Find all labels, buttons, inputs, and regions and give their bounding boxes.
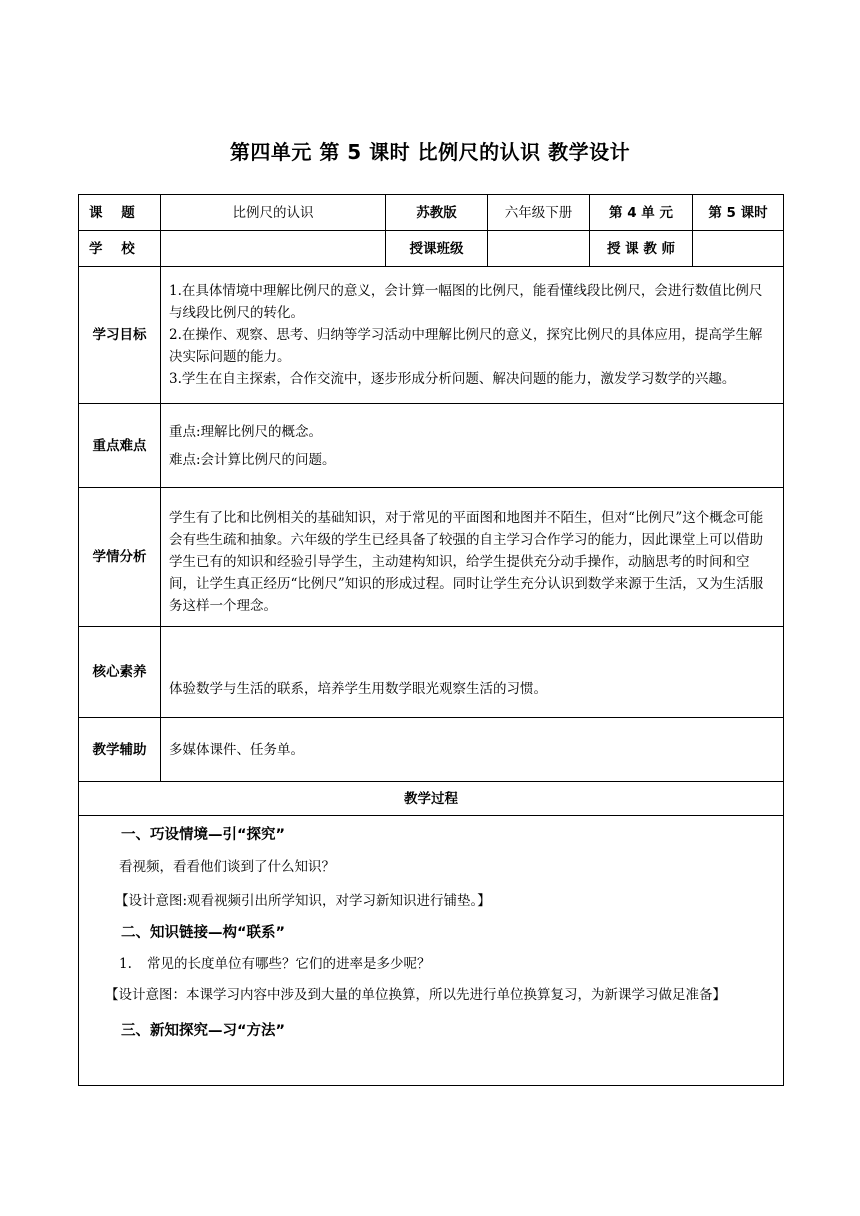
school-label: 学 校 <box>79 231 161 267</box>
goals-content <box>161 267 784 404</box>
literacy-content: 体验数学与生活的联系，培养学生用数学眼光观察生活的习惯。 <box>161 627 784 718</box>
analysis-label: 学情分析 <box>79 488 161 627</box>
class-value <box>488 231 590 267</box>
unit: 第 4 单 元 <box>590 195 693 231</box>
question-text: 常见的长度单位有哪些？它们的进率是多少呢？ <box>147 956 431 972</box>
lesson-plan-table <box>78 194 784 1086</box>
row-key-points <box>79 404 784 488</box>
row-topic <box>79 195 784 231</box>
process-heading: 教学过程 <box>79 782 784 816</box>
publisher: 苏教版 <box>386 195 488 231</box>
page-title: 第四单元 第 5 课时 比例尺的认识 教学设计 <box>229 140 631 164</box>
aids-label: 教学辅助 <box>79 718 161 782</box>
key-point: 重点:理解比例尺的概念。 <box>169 423 323 440</box>
section-2-heading: 二、知识链接—构“联系” <box>121 925 286 941</box>
row-school <box>79 231 784 267</box>
teacher-label: 授 课 教 师 <box>590 231 693 267</box>
literacy-label: 核心素养 <box>79 627 161 718</box>
row-process-heading <box>79 782 784 816</box>
row-analysis <box>79 488 784 627</box>
difficult-point: 难点:会计算比例尺的问题。 <box>169 451 336 468</box>
key-points-content <box>161 404 784 488</box>
goal-item: 3.学生在自主探索，合作交流中，逐步形成分析问题、解决问题的能力，激发学习数学的兴趣。 <box>169 371 736 387</box>
goal-item: 2.在操作、观察、思考、归纳等学习活动中理解比例尺的意义，探究比例尺的具体应用，提高学生解决实际问题的能力。 <box>169 327 763 365</box>
class-label: 授课班级 <box>386 231 488 267</box>
aids-content: 多媒体课件、任务单。 <box>161 718 784 782</box>
section-2-question <box>89 948 773 980</box>
teacher-value <box>693 231 784 267</box>
lesson-name: 比例尺的认识 <box>161 195 386 231</box>
section-1-heading: 一、巧设情境—引“探究” <box>121 827 286 843</box>
section-1-text: 看视频，看看他们谈到了什么知识？ <box>119 859 335 875</box>
section-1-design-intent: 【设计意图:观看视频引出所学知识，对学习新知识进行铺垫。】 <box>115 893 491 909</box>
period: 第 5 课时 <box>693 195 784 231</box>
question-number: 1. <box>119 956 132 972</box>
row-process-content <box>79 816 784 1086</box>
process-content <box>79 816 784 1086</box>
topic-label: 课 题 <box>79 195 161 231</box>
key-points-label: 重点难点 <box>79 404 161 488</box>
section-2-design-intent: 【设计意图：本课学习内容中涉及到大量的单位换算，所以先进行单位换算复习，为新课学习做足准备】 <box>105 987 726 1003</box>
goals-label: 学习目标 <box>79 267 161 404</box>
school-value <box>161 231 386 267</box>
goal-item: 1.在具体情境中理解比例尺的意义，会计算一幅图的比例尺，能看懂线段比例尺，会进行数值比例尺与线段比例尺的转化。 <box>169 283 763 321</box>
row-goals <box>79 267 784 404</box>
row-aids <box>79 718 784 782</box>
analysis-content: 学生有了比和比例相关的基础知识，对于常见的平面图和地图并不陌生，但对“比例尺”这个概念可能会有些生疏和抽象。六年级的学生已经具备了较强的自主学习合作学习的能力，因此课堂上可以借助学生已有的知识和经验引导学生，主动建构知识，给学生提供充分动手操作，动脑思考的时间和空间，让学生真正经历“比例尺”知识的形成过程。同时让学生充分认识到数学来源于生活，又为生活服务这样一个理念。 <box>161 488 784 627</box>
row-literacy <box>79 627 784 718</box>
grade: 六年级下册 <box>488 195 590 231</box>
section-3-heading: 三、新知探究—习“方法” <box>121 1023 286 1039</box>
